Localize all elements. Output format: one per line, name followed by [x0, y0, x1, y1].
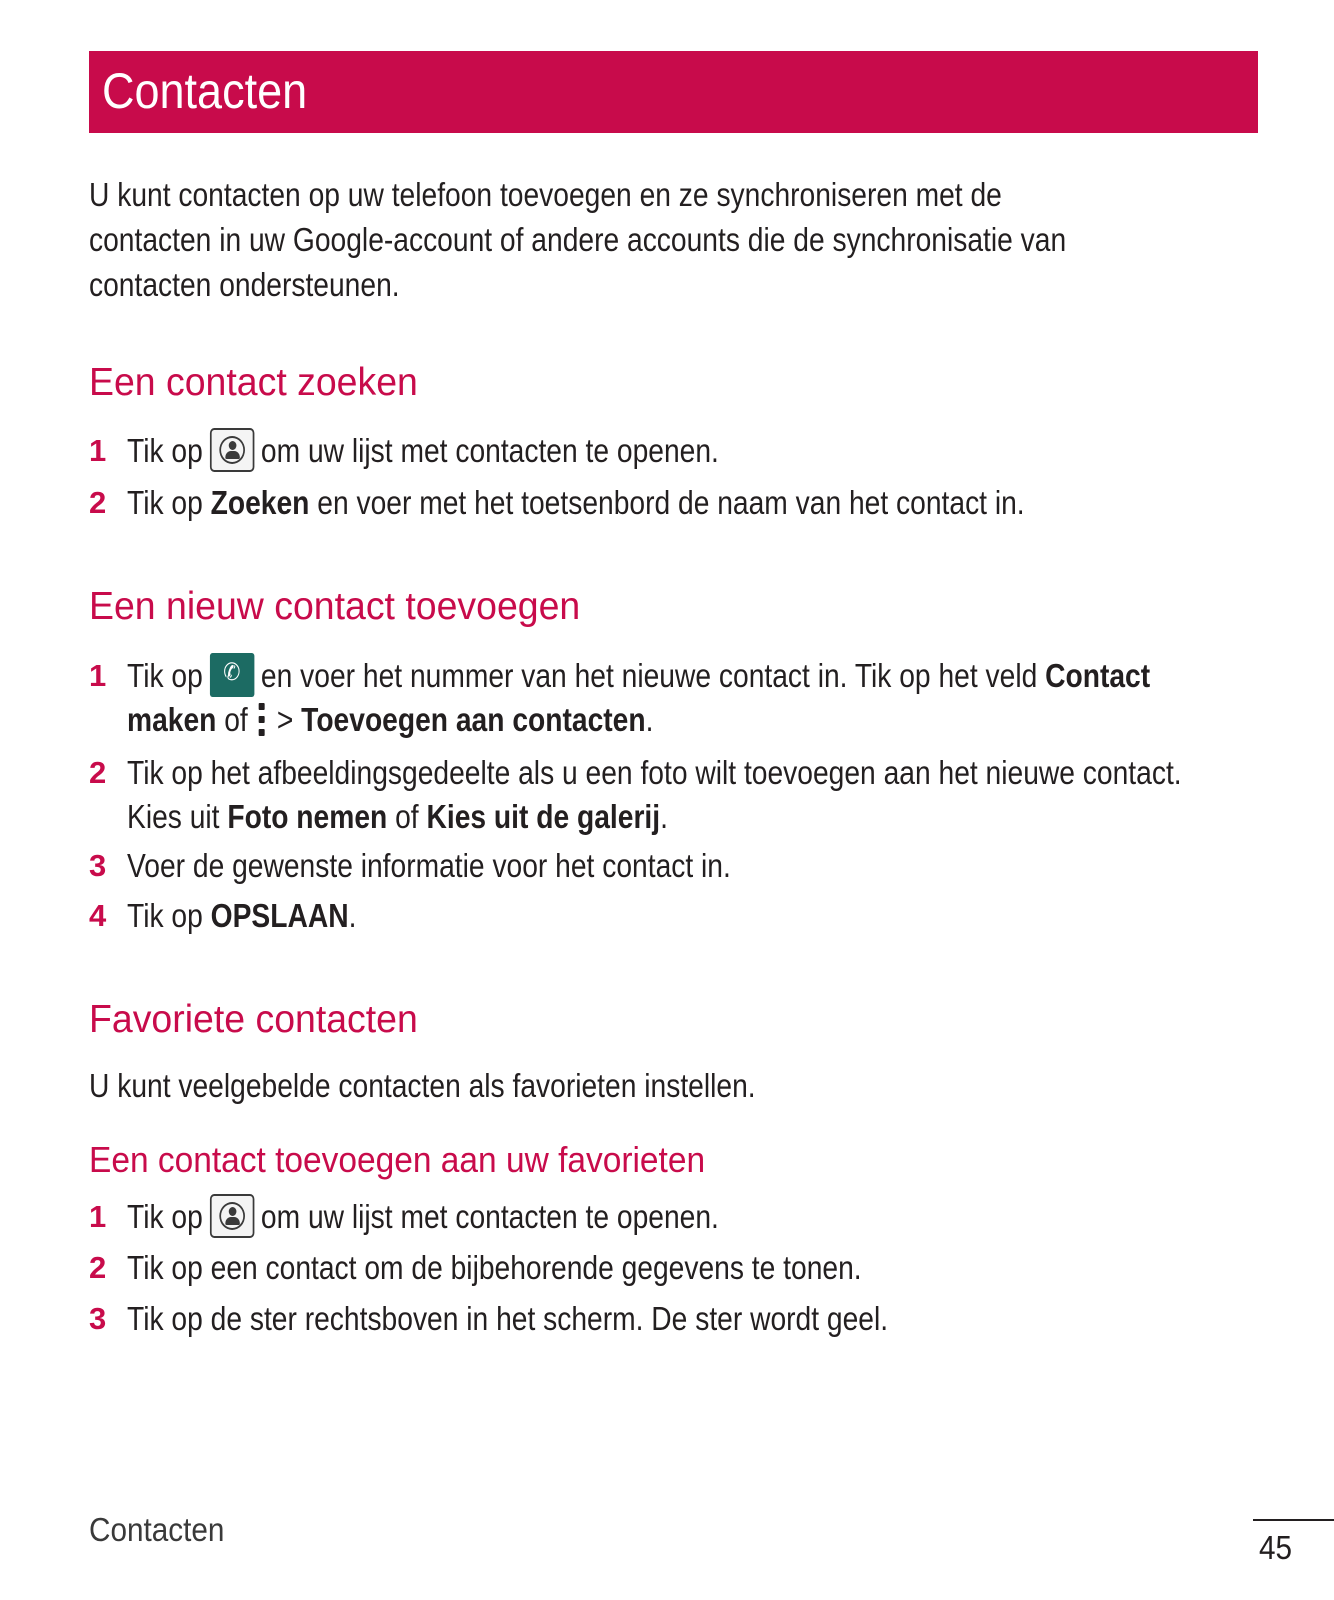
step-text: Tik op het afbeeldingsgedeelte als u een foto wilt toevoegen aan het nieuwe contact. [127, 754, 1182, 791]
step-text: Kies uit [127, 798, 220, 835]
page-number: 45 [1259, 1529, 1293, 1566]
step-text: of [224, 701, 248, 738]
step-text: Tik op een contact om de bijbehorende gegevens te tonen. [127, 1249, 862, 1286]
punctuation: . [660, 798, 668, 835]
punctuation: . [645, 701, 654, 738]
footer-divider [1253, 1519, 1334, 1521]
search-label: Zoeken [210, 484, 310, 521]
step-number: 3 [89, 1301, 107, 1336]
step-text: Tik op [127, 1198, 203, 1235]
step-number: 4 [89, 898, 107, 933]
step-text: Tik op de ster rechtsboven in het scherm. De ster wordt geel. [127, 1300, 889, 1337]
create-contact-label: maken [127, 701, 217, 738]
heading-add-contact: Een nieuw contact toevoegen [89, 585, 581, 628]
punctuation: . [348, 897, 357, 934]
step-text: of [395, 798, 419, 835]
contacts-icon [210, 428, 254, 472]
footer-section-label: Contacten [89, 1511, 225, 1548]
title-bar [89, 51, 1258, 133]
step-text: en voer met het toetsenbord de naam van het contact in. [317, 484, 1025, 521]
step-number: 1 [89, 658, 107, 693]
subheading-add-favorite: Een contact toevoegen aan uw favorieten [89, 1139, 706, 1180]
step-text: > [276, 701, 294, 738]
step-text: Tik op [127, 432, 203, 469]
favorites-intro: U kunt veelgebelde contacten als favorieten instellen. [89, 1067, 756, 1104]
save-label: OPSLAAN [210, 897, 349, 934]
step-number: 3 [89, 848, 107, 883]
heading-favorite-contacts: Favoriete contacten [89, 998, 418, 1041]
phone-icon: ✆ [210, 653, 254, 697]
page-title: Contacten [102, 63, 308, 119]
step-text: om uw lijst met contacten te openen. [260, 432, 719, 469]
step-number: 2 [89, 1250, 107, 1285]
step-number: 2 [89, 485, 107, 520]
step-text: Tik op [127, 657, 203, 694]
step-text: Voer de gewenste informatie voor het contact in. [127, 847, 731, 884]
contacts-icon [210, 1194, 254, 1238]
add-to-contacts-label: Toevoegen aan contacten [301, 701, 646, 738]
intro-paragraph: U kunt contacten op uw telefoon toevoegen en ze synchroniseren met de contacten in uw Google-account of andere accounts die de synchronisatie van contacten ondersteunen. [89, 176, 1067, 303]
step-number: 1 [89, 433, 107, 468]
step-number: 1 [89, 1199, 107, 1234]
step-text: Tik op [127, 484, 203, 521]
heading-search-contact: Een contact zoeken [89, 361, 418, 404]
create-contact-label: Contact [1045, 657, 1151, 694]
step-text: Tik op [127, 897, 203, 934]
take-photo-label: Foto nemen [227, 798, 388, 835]
more-options-icon [256, 699, 268, 739]
step-number: 2 [89, 755, 107, 790]
step-text: om uw lijst met contacten te openen. [260, 1198, 719, 1235]
choose-gallery-label: Kies uit de galerij [426, 798, 661, 835]
step-text: en voer het nummer van het nieuwe contact in. Tik op het veld [260, 657, 1038, 694]
